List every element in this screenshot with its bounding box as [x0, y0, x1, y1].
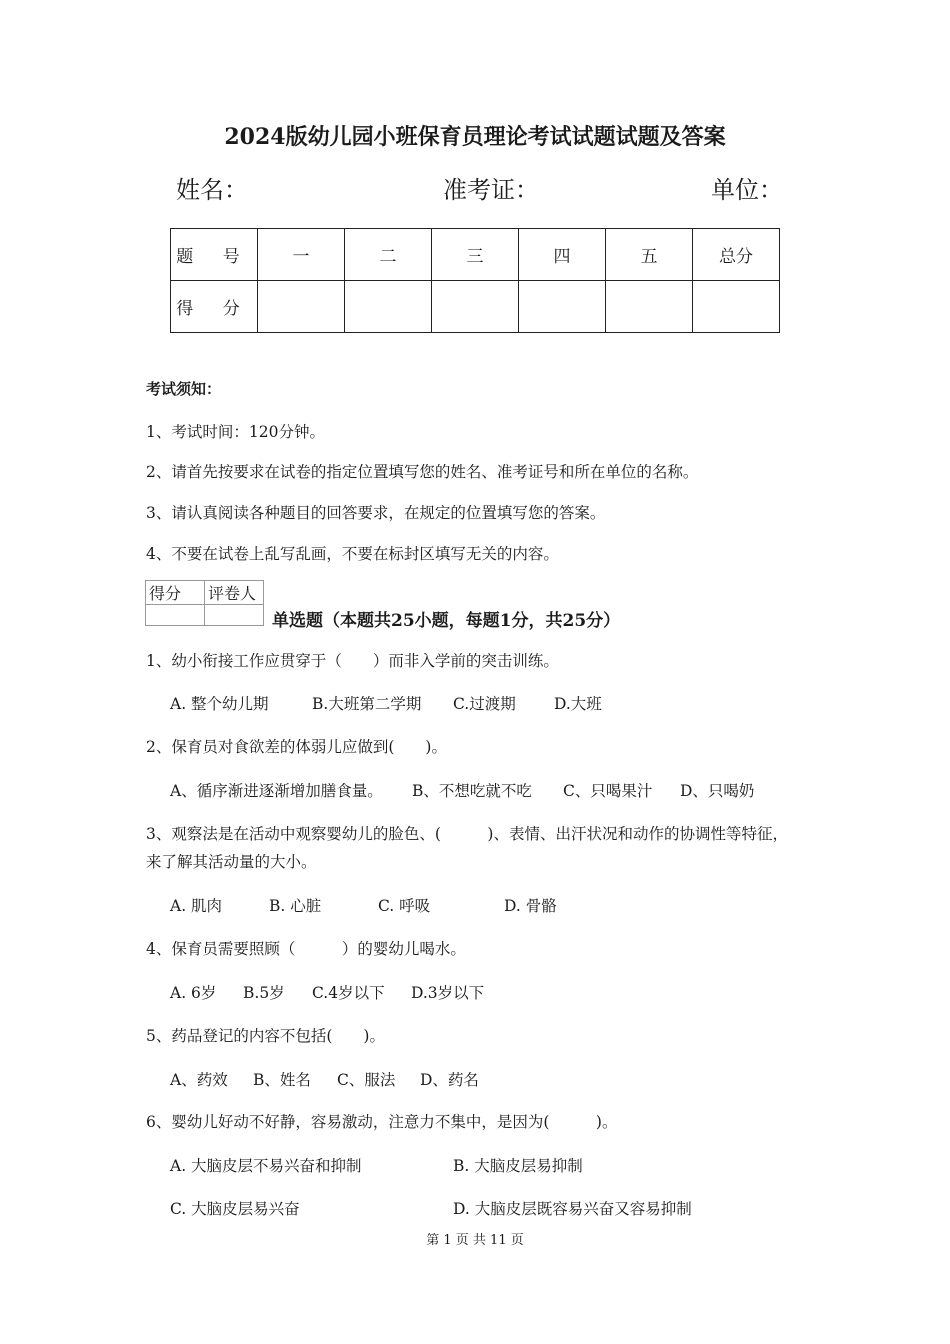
score-table-col-3: 三 — [432, 229, 519, 281]
unit-field-label: 单位： — [711, 176, 783, 204]
question-option: B. 大脑皮层易抑制 — [453, 1157, 583, 1175]
question-stem: 1、幼小衔接工作应贯穿于（ ）而非入学前的突击训练。 — [146, 652, 559, 670]
notice-item: 1、考试时间：120分钟。 — [146, 423, 325, 441]
notice-heading: 考试须知： — [146, 380, 222, 398]
score-table-header-row — [171, 229, 780, 281]
section-title: 单选题（本题共25小题，每题1分，共25分） — [272, 611, 621, 631]
score-table — [170, 228, 780, 333]
name-field-label: 姓名： — [176, 176, 248, 204]
question-option: A. 整个幼儿期 — [170, 695, 269, 713]
notice-item: 3、请认真阅读各种题目的回答要求，在规定的位置填写您的答案。 — [146, 504, 606, 522]
score-table-col-2: 二 — [345, 229, 432, 281]
score-table-row-label: 得 分 — [171, 281, 258, 333]
question-option: D. 大脑皮层既容易兴奋又容易抑制 — [453, 1200, 692, 1218]
grader-reviewer-label: 评卷人 — [205, 581, 264, 605]
score-cell — [258, 281, 345, 333]
question-option: A、循序渐进逐渐增加膳食量。 — [170, 782, 383, 800]
question-option: D、只喝奶 — [680, 782, 755, 800]
grader-score-label: 得分 — [146, 581, 205, 605]
question-option: B. 心脏 — [269, 897, 322, 915]
question-stem: 2、保育员对食欲差的体弱儿应做到( )。 — [146, 738, 447, 756]
question-option: D、药名 — [420, 1071, 479, 1089]
grader-score-cell — [146, 605, 205, 626]
exam-id-field-label: 准考证： — [443, 176, 539, 204]
question-stem-continued: 来了解其活动量的大小。 — [146, 853, 317, 871]
question-option: D. 骨骼 — [504, 897, 557, 915]
score-cell — [345, 281, 432, 333]
document-title: 2024版幼儿园小班保育员理论考试试题试题及答案 — [224, 124, 726, 150]
notice-item: 2、请首先按要求在试卷的指定位置填写您的姓名、准考证号和所在单位的名称。 — [146, 463, 699, 481]
question-option: D.大班 — [554, 695, 602, 713]
question-option: A、药效 — [170, 1071, 228, 1089]
score-table-score-row — [171, 281, 780, 333]
question-option: B、姓名 — [253, 1071, 311, 1089]
question-option: A. 肌肉 — [170, 897, 223, 915]
question-option: B、不想吃就不吃 — [412, 782, 532, 800]
question-option: B.大班第二学期 — [312, 695, 422, 713]
grader-box — [145, 580, 264, 626]
question-option: C.4岁以下 — [312, 984, 385, 1002]
score-cell — [606, 281, 693, 333]
question-stem: 6、婴幼儿好动不好静，容易激动，注意力不集中，是因为( )。 — [146, 1113, 618, 1131]
score-cell — [693, 281, 780, 333]
question-option: C. 呼吸 — [378, 897, 431, 915]
score-table-col-4: 四 — [519, 229, 606, 281]
score-cell — [519, 281, 606, 333]
question-stem: 5、药品登记的内容不包括( )。 — [146, 1027, 385, 1045]
page-footer: 第 1 页 共 11 页 — [426, 1233, 524, 1248]
question-option: C、只喝果汁 — [563, 782, 653, 800]
question-option: C、服法 — [337, 1071, 396, 1089]
grader-reviewer-cell — [205, 605, 264, 626]
question-option: C. 大脑皮层易兴奋 — [170, 1200, 300, 1218]
score-table-col-total: 总分 — [693, 229, 780, 281]
question-option: B.5岁 — [243, 984, 285, 1002]
score-table-col-1: 一 — [258, 229, 345, 281]
question-option: C.过渡期 — [453, 695, 516, 713]
notice-item: 4、不要在试卷上乱写乱画，不要在标封区填写无关的内容。 — [146, 545, 559, 563]
question-option: A. 大脑皮层不易兴奋和抑制 — [170, 1157, 362, 1175]
question-option: D.3岁以下 — [411, 984, 485, 1002]
question-stem: 4、保育员需要照顾（ ）的婴幼儿喝水。 — [146, 940, 466, 958]
question-option: A. 6岁 — [170, 984, 217, 1002]
score-table-header-label: 题 号 — [171, 229, 258, 281]
score-table-col-5: 五 — [606, 229, 693, 281]
score-cell — [432, 281, 519, 333]
question-stem: 3、观察法是在活动中观察婴幼儿的脸色、( )、表情、出汗状况和动作的协调性等特征， — [146, 825, 788, 843]
